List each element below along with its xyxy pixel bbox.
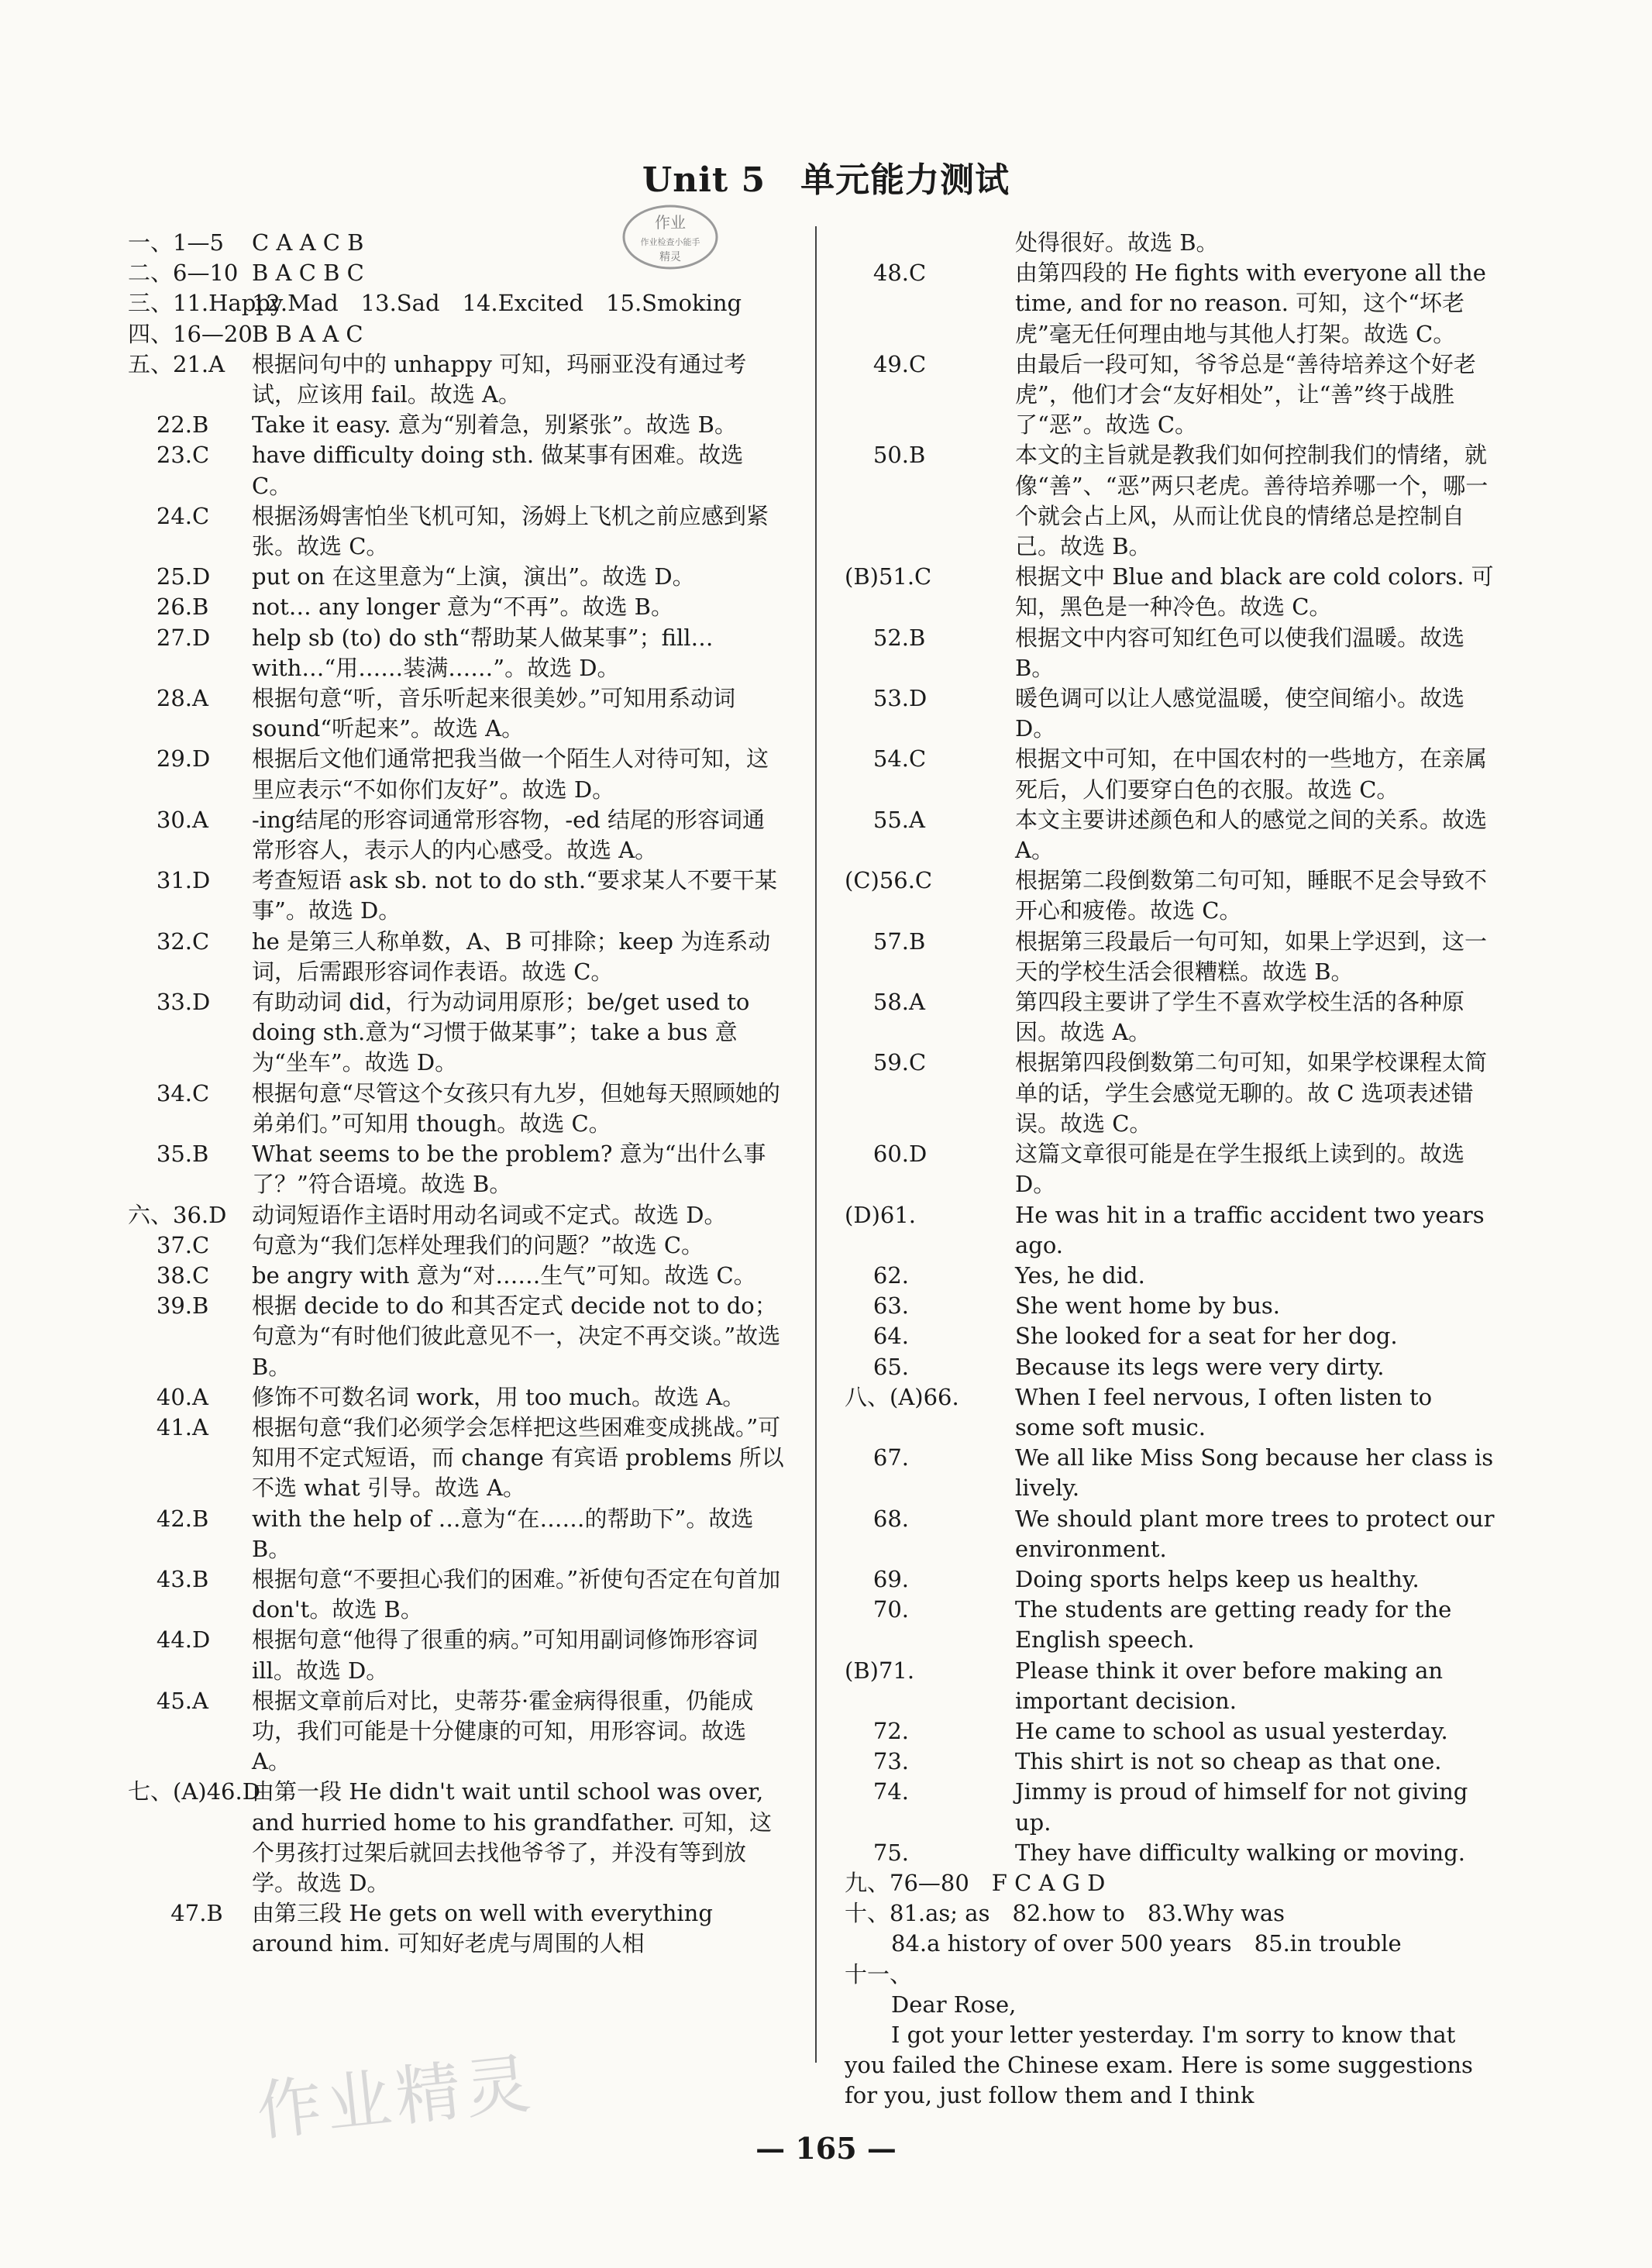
answer-item	[128, 288, 786, 318]
answer-number: 70.	[845, 1596, 909, 1623]
answer-item	[128, 1777, 786, 1898]
answer-item	[845, 258, 1495, 349]
answer-number: 22.B	[128, 411, 209, 439]
answer-explanation: -ing结尾的形容词通常形容物，-ed 结尾的形容词通常形容人，表示人的内心感受。故选 A。	[252, 806, 766, 864]
answer-number: 31.D	[128, 867, 211, 894]
answer-item	[128, 927, 786, 987]
answer-number: 62.	[845, 1261, 909, 1289]
watermark-logo: 作业精灵	[253, 2045, 539, 2150]
answer-explanation: have difficulty doing sth. 做某事有困难。故选 C。	[252, 442, 744, 499]
answer-item	[128, 592, 786, 622]
answer-explanation: The students are getting ready for the English speech.	[1015, 1596, 1452, 1654]
answer-item	[128, 1261, 786, 1291]
answer-explanation: 有助动词 did，行为动词用原形；be/get used to doing sth.意为“习惯于做某事”；take a bus 意为“坐车”。故选 D。	[252, 989, 750, 1076]
answer-item	[128, 1898, 786, 1959]
answer-item	[128, 805, 786, 866]
page-title: Unit 5 单元能力测试	[642, 160, 1010, 200]
stamp-line2: 作业检查小能手	[640, 237, 700, 247]
answer-number: 23.C	[128, 442, 210, 469]
answer-item	[845, 1595, 1495, 1655]
answer-explanation: 句意为“我们怎样处理我们的问题？”故选 C。	[252, 1231, 704, 1258]
answer-number: 54.C	[845, 745, 927, 773]
answer-item	[128, 1200, 786, 1230]
answer-item	[845, 866, 1495, 926]
answer-item	[128, 319, 786, 349]
answer-explanation: 根据第二段倒数第二句可知，睡眠不足会导致不开心和疲倦。故选 C。	[1015, 867, 1488, 924]
answer-explanation: He came to school as usual yesterday.	[1015, 1717, 1448, 1744]
answer-explanation: Please think it over before making an important decision.	[1015, 1657, 1444, 1714]
answer-number: 39.B	[128, 1292, 209, 1320]
answer-explanation: 根据句意“他得了很重的病。”可知用副词修饰形容词 ill。故选 D。	[252, 1626, 759, 1684]
answer-item	[845, 440, 1495, 562]
answer-item	[845, 987, 1495, 1048]
answer-number: 41.A	[128, 1413, 208, 1440]
answer-explanation: 根据第四段倒数第二句可知，如果学校课程太简单的话，学生会感觉无聊的。故 C 选项表述错误。故选 C。	[1015, 1049, 1488, 1137]
answer-number: 59.C	[845, 1049, 927, 1076]
answer-explanation: Jimmy is proud of himself for not giving up.	[1015, 1778, 1468, 1836]
answer-number: 67.	[845, 1444, 909, 1471]
answer-item	[845, 1777, 1495, 1837]
answer-explanation: B B A A C	[252, 320, 363, 347]
answer-item	[845, 1656, 1495, 1716]
answer-item	[128, 410, 786, 440]
column-divider	[815, 226, 817, 2063]
answer-number: (B)71.	[845, 1657, 915, 1684]
answer-item	[845, 1838, 1495, 1868]
answer-number: 49.C	[845, 350, 927, 377]
answer-number: 38.C	[128, 1261, 210, 1289]
answer-item	[128, 440, 786, 501]
answer-explanation: 由第三段 He gets on well with everything around him. 可知好老虎与周围的人相	[252, 1900, 713, 1957]
answer-item	[128, 228, 786, 258]
answer-explanation: 根据文中 Blue and black are cold colors. 可知，黑色是一种冷色。故选 C。	[1015, 563, 1494, 621]
answer-item	[128, 987, 786, 1079]
answer-explanation: This shirt is not so cheap as that one.	[1015, 1748, 1442, 1775]
section-eleven: 十一、	[845, 1960, 913, 1988]
answer-item	[128, 623, 786, 683]
answer-item	[128, 1382, 786, 1413]
answer-explanation: not… any longer 意为“不再”。故选 B。	[252, 594, 673, 621]
answer-number: 28.A	[128, 685, 208, 712]
answer-number: 74.	[845, 1778, 909, 1805]
answer-explanation: Take it easy. 意为“别着急，别紧张”。故选 B。	[252, 411, 737, 439]
answer-explanation: 由第四段的 He fights with everyone all the time, and for no reason. 可知，这个“坏老虎”毫无任何理由地与其他人打架。故选 C。	[1015, 260, 1486, 347]
answer-explanation: C A A C B	[252, 229, 364, 256]
answer-explanation: We all like Miss Song because her class is lively.	[1015, 1444, 1494, 1502]
answer-number: 63.	[845, 1292, 909, 1320]
answer-item	[845, 349, 1495, 441]
answer-item	[128, 866, 786, 926]
answer-number: 六、36.D	[128, 1201, 227, 1228]
answer-explanation: 暖色调可以让人感觉温暖，使空间缩小。故选 D。	[1015, 685, 1465, 742]
answer-explanation: 根据第三段最后一句可知，如果上学迟到，这一天的学校生活会很糟糕。故选 B。	[1015, 928, 1488, 985]
answer-item	[845, 562, 1495, 622]
answer-number: 24.C	[128, 502, 210, 529]
answer-number: 43.B	[128, 1565, 209, 1592]
answer-explanation: She went home by bus.	[1015, 1292, 1280, 1320]
answer-item	[128, 1625, 786, 1685]
answer-explanation: 这篇文章很可能是在学生报纸上读到的。故选 D。	[1015, 1141, 1465, 1198]
answer-explanation: 考查短语 ask sb. not to do sth.“要求某人不要干某事”。故选 D。	[252, 867, 777, 924]
answer-item	[845, 1747, 1495, 1777]
answer-number	[845, 228, 1015, 258]
answer-item	[128, 683, 786, 744]
answer-explanation: 由最后一段可知，爷爷总是“善待培养这个好老虎”，他们才会“友好相处”，让“善”终于战胜了“恶”。故选 C。	[1015, 350, 1476, 439]
answer-item	[845, 1139, 1495, 1199]
answer-item	[128, 1291, 786, 1382]
answer-explanation: 本文的主旨就是教我们如何控制我们的情绪，就像“善”、“恶”两只老虎。善待培养哪一个，哪一个就会占上风，从而让优良的情绪总是控制自己。故选 B。	[1015, 442, 1489, 560]
answer-item	[845, 1443, 1495, 1503]
answer-number: 60.D	[845, 1141, 928, 1168]
answer-item	[845, 1352, 1495, 1382]
answer-number: 45.A	[128, 1687, 208, 1714]
answer-explanation: Because its legs were very dirty.	[1015, 1353, 1385, 1380]
answer-item	[128, 349, 786, 410]
answer-number: 四、16—20	[128, 320, 253, 347]
answer-explanation: 第四段主要讲了学生不喜欢学校生活的各种原因。故选 A。	[1015, 989, 1465, 1046]
answer-column-right	[845, 228, 1495, 2111]
answer-explanation: 根据后文他们通常把我当做一个陌生人对待可知，这里应表示“不如你们友好”。故选 D。	[252, 745, 769, 803]
page-number: — 165 —	[755, 2131, 897, 2166]
answer-number: 三、11.Happy	[128, 290, 284, 317]
answer-explanation: Yes, he did.	[1015, 1261, 1145, 1289]
answer-number: 七、(A)46.D	[128, 1778, 260, 1805]
answer-explanation: B A C B C	[252, 260, 364, 287]
answer-explanation: 根据句意“我们必须学会怎样把这些困难变成挑战。”可知用不定式短语，而 change 有宾语 problems 所以不选 what 引导。故选 A。	[252, 1413, 784, 1502]
right-answer-list	[845, 228, 1495, 1868]
answer-number: 32.C	[128, 928, 210, 955]
answer-number: 73.	[845, 1748, 909, 1775]
answer-explanation: 根据汤姆害怕坐飞机可知，汤姆上飞机之前应感到紧张。故选 C。	[252, 502, 769, 560]
answer-item	[128, 1564, 786, 1625]
answer-item	[845, 1564, 1495, 1595]
answer-explanation: 修饰不可数名词 work，用 too much。故选 A。	[252, 1383, 745, 1410]
answer-item	[128, 1686, 786, 1778]
answer-number: 75.	[845, 1839, 909, 1866]
answer-explanation: 根据 decide to do 和其否定式 decide not to do；句意为“有时他们彼此意见不一，决定不再交谈。”故选 B。	[252, 1292, 781, 1380]
answer-number: 30.A	[128, 806, 208, 833]
answer-explanation: What seems to be the problem? 意为“出什么事了？”符合语境。故选 B。	[252, 1141, 766, 1198]
answer-number: 57.B	[845, 928, 926, 955]
answer-number: 48.C	[845, 260, 927, 287]
answer-item	[845, 927, 1495, 987]
answer-item	[128, 1230, 786, 1261]
answer-number: 68.	[845, 1505, 909, 1532]
answer-number: (D)61.	[845, 1201, 916, 1228]
answer-item	[845, 683, 1495, 744]
answer-explanation: 根据句意“不要担心我们的困难。”祈使句否定在句首加 don't。故选 B。	[252, 1565, 781, 1623]
answer-number: (C)56.C	[845, 867, 933, 894]
answer-item	[128, 1139, 786, 1199]
answer-number: 58.A	[845, 989, 925, 1016]
section-nine: 九、76—80 F C A G D	[845, 1869, 1106, 1896]
answer-number: 29.D	[128, 745, 211, 773]
answer-number: 27.D	[128, 624, 211, 651]
answer-item	[845, 1048, 1495, 1139]
answer-explanation: He was hit in a traffic accident two years ago.	[1015, 1201, 1485, 1258]
answer-number: (B)51.C	[845, 563, 932, 590]
answer-item	[845, 1200, 1495, 1261]
answer-item	[128, 744, 786, 804]
answer-number: 65.	[845, 1353, 909, 1380]
answer-item	[128, 1504, 786, 1564]
answer-number: 34.C	[128, 1079, 210, 1106]
answer-explanation: 根据问句中的 unhappy 可知，玛丽亚没有通过考试，应该用 fail。故选 A。	[252, 350, 747, 408]
answer-item	[845, 623, 1495, 683]
answer-number: 25.D	[128, 563, 211, 590]
answer-column-left	[128, 228, 786, 1960]
answer-number: 42.B	[128, 1505, 209, 1532]
answer-number: 33.D	[128, 989, 211, 1016]
answer-explanation: be angry with 意为“对……生气”可知。故选 C。	[252, 1261, 756, 1289]
stamp-line1: 作业	[655, 213, 686, 232]
answer-explanation: When I feel nervous, I often listen to some soft music.	[1015, 1383, 1433, 1440]
answer-number: 26.B	[128, 594, 209, 621]
answer-explanation: Doing sports helps keep us healthy.	[1015, 1565, 1420, 1592]
letter-salutation: Dear Rose,	[891, 1991, 1017, 2018]
answer-number: 72.	[845, 1717, 909, 1744]
answer-item	[845, 1382, 1495, 1443]
answer-item	[845, 228, 1495, 258]
answer-explanation: 根据文中可知，在中国农村的一些地方，在亲属死后，人们要穿白色的衣服。故选 C。	[1015, 745, 1488, 803]
answer-item	[845, 1261, 1495, 1291]
answer-number: 55.A	[845, 806, 925, 833]
answer-item	[845, 1321, 1495, 1351]
answer-explanation: 根据文中内容可知红色可以使我们温暖。故选 B。	[1015, 624, 1465, 681]
answer-explanation: We should plant more trees to protect our environment.	[1015, 1505, 1495, 1562]
answer-explanation: 由第一段 He didn't wait until school was over, and hurried home to his grandfather. 可知，这个男孩打过架后就回去找他爷爷了，并没有等到放学。故选 D。	[252, 1778, 773, 1896]
answer-explanation: 根据句意“听，音乐听起来很美妙。”可知用系动词 sound“听起来”。故选 A。	[252, 685, 736, 742]
answer-item	[128, 562, 786, 592]
answer-item	[128, 1079, 786, 1139]
answer-number: 44.D	[128, 1626, 211, 1654]
answer-number: 52.B	[845, 624, 926, 651]
answer-number: 35.B	[128, 1141, 209, 1168]
answer-explanation: 本文主要讲述颜色和人的感觉之间的关系。故选 A。	[1015, 806, 1488, 864]
answer-explanation: he 是第三人称单数，A、B 可排除；keep 为连系动词，后需跟形容词作表语。故选 C。	[252, 928, 771, 985]
answer-item	[128, 501, 786, 562]
answer-explanation: 处得很好。故选 B。	[1015, 229, 1219, 256]
answer-number: 一、1—5	[128, 229, 224, 256]
answer-number: 50.B	[845, 442, 926, 469]
answer-number: 五、21.A	[128, 350, 225, 377]
answer-item	[128, 1413, 786, 1504]
answer-number: 37.C	[128, 1231, 210, 1258]
answer-item	[845, 1291, 1495, 1321]
stamp-line3: 精灵	[659, 251, 681, 263]
answer-number: 53.D	[845, 685, 928, 712]
answer-number: 64.	[845, 1323, 909, 1350]
answer-item	[845, 1716, 1495, 1747]
answer-item	[845, 744, 1495, 804]
answer-explanation: They have difficulty walking or moving.	[1015, 1839, 1465, 1866]
answer-explanation: 12.Mad 13.Sad 14.Excited 15.Smoking	[252, 290, 742, 317]
section-ten-line2: 84.a history of over 500 years 85.in trouble	[891, 1930, 1402, 1957]
answer-explanation: with the help of …意为“在……的帮助下”。故选 B。	[252, 1505, 754, 1562]
answer-explanation: 根据文章前后对比，史蒂芬·霍金病得很重，仍能成功，我们可能是十分健康的可知，用形容词。故选 A。	[252, 1687, 754, 1775]
answer-item	[128, 258, 786, 288]
answer-explanation: help sb (to) do sth“帮助某人做某事”；fill… with…“用……装满……”。故选 D。	[252, 624, 714, 681]
letter-body: I got your letter yesterday. I'm sorry to know that you failed the Chinese exam. Here is some suggestions for you, just follow them and I think	[845, 2021, 1473, 2109]
answer-number: 八、(A)66.	[845, 1383, 959, 1410]
answer-number: 69.	[845, 1565, 909, 1592]
section-ten-line1: 十、81.as; as 82.how to 83.Why was	[845, 1900, 1285, 1927]
answer-number: 47.B	[128, 1900, 223, 1927]
answer-explanation: put on 在这里意为“上演，演出”。故选 D。	[252, 563, 695, 590]
answer-explanation: She looked for a seat for her dog.	[1015, 1323, 1398, 1350]
answer-number: 二、6—10	[128, 260, 239, 287]
answer-explanation: 根据句意“尽管这个女孩只有九岁，但她每天照顾她的弟弟们。”可知用 though。故选 C。	[252, 1079, 780, 1137]
answer-explanation: 动词短语作主语时用动名词或不定式。故选 D。	[252, 1201, 727, 1228]
answer-item	[845, 805, 1495, 866]
answer-number: 40.A	[128, 1383, 208, 1410]
answer-item	[845, 1504, 1495, 1564]
